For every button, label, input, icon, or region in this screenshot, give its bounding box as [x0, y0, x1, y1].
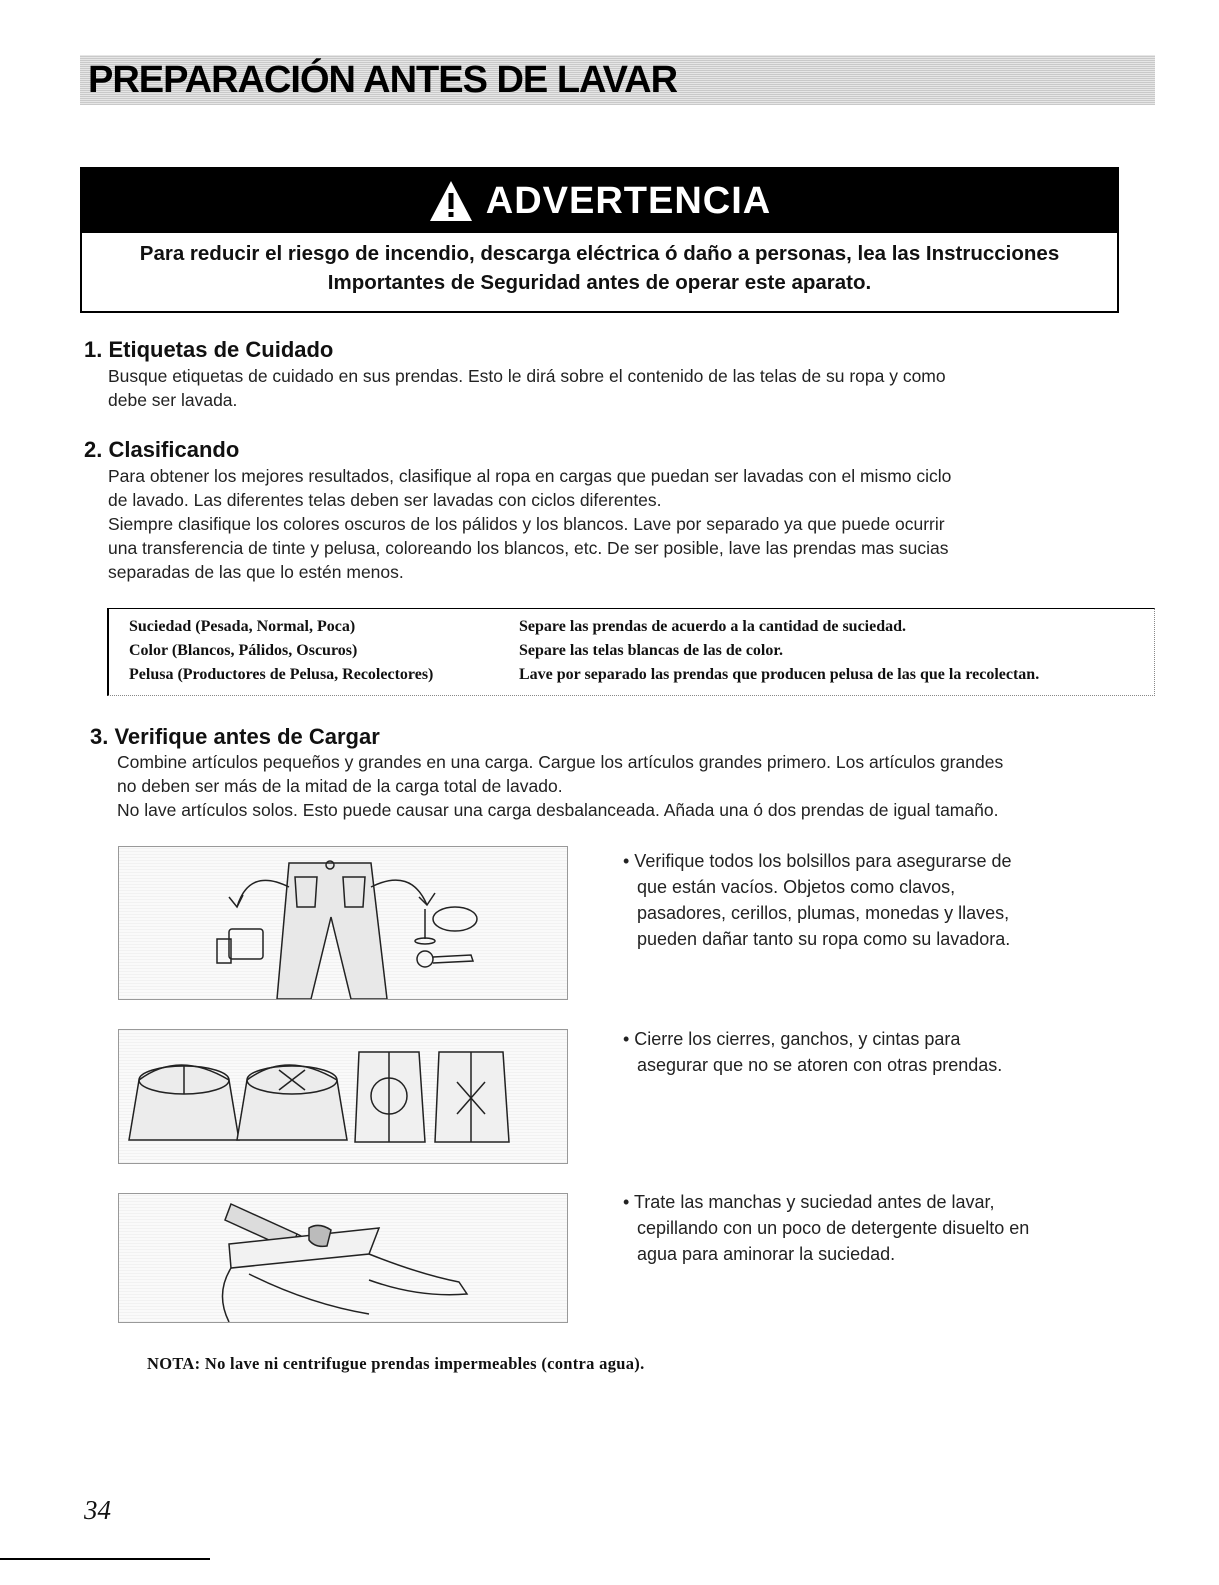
section-heading-sorting: 2. Clasificando: [84, 437, 240, 462]
text-line: pueden dañar tanto su ropa como su lavadora.: [637, 929, 1011, 949]
text-line: Para obtener los mejores resultados, clasifique al ropa en cargas que puedan ser lavadas con el mismo ciclo: [108, 466, 952, 486]
illustration-empty-pockets: [118, 846, 568, 1000]
text-line: agua para aminorar la suciedad.: [637, 1244, 896, 1264]
warning-text: [82, 239, 1117, 297]
illustration-close-zippers: [118, 1029, 568, 1164]
bullet-stains: [623, 1189, 1073, 1267]
text-line: • Verifique todos los bolsillos para asegurarse de: [623, 851, 1012, 871]
text-line: Combine artículos pequeños y grandes en una carga. Cargue los artículos grandes primero. Los artículos grandes: [117, 752, 1004, 772]
text-line: No lave artículos solos. Esto puede causar una carga desbalanceada. Añada una ó dos prendas de igual tamaño.: [117, 800, 999, 820]
footer-rule: [0, 1558, 210, 1560]
text-line: asegurar que no se atoren con otras prendas.: [637, 1055, 1003, 1075]
text-line: cepillando con un poco de detergente disuelto en: [637, 1218, 1030, 1238]
warning-title: ADVERTENCIA: [485, 179, 772, 222]
table-cell-instruction: Separe las prendas de acuerdo a la cantidad de suciedad.: [519, 618, 907, 635]
text-line: no deben ser más de la mitad de la carga total de lavado.: [117, 776, 563, 796]
note-text: NOTA: No lave ni centrifugue prendas impermeables (contra agua).: [147, 1354, 645, 1373]
warning-header: [82, 169, 1117, 233]
text-line: • Cierre los cierres, ganchos, y cintas para: [623, 1029, 961, 1049]
section-heading-care-labels: 1. Etiquetas de Cuidado: [84, 337, 334, 362]
text-line: pasadores, cerillos, plumas, monedas y llaves,: [637, 903, 1010, 923]
table-cell-category: Suciedad (Pesada, Normal, Poca): [129, 618, 356, 635]
warning-line-2: Importantes de Seguridad antes de operar este aparato.: [327, 271, 872, 294]
text-line: • Trate las manchas y suciedad antes de lavar,: [623, 1192, 995, 1212]
bullet-zippers: [623, 1026, 1073, 1078]
page-number: 34: [84, 1495, 111, 1525]
table-cell-instruction: Separe las telas blancas de las de color.: [519, 642, 784, 659]
text-line: debe ser lavada.: [108, 390, 238, 410]
page-title: PREPARACIÓN ANTES DE LAVAR: [88, 59, 678, 101]
table-row: [109, 642, 1154, 664]
sorting-table: [107, 608, 1155, 696]
warning-line-1: Para reducir el riesgo de incendio, descarga eléctrica ó daño a personas, lea las Instrucciones: [139, 242, 1060, 265]
text-line: de lavado. Las diferentes telas deben ser lavadas con ciclos diferentes.: [108, 490, 662, 510]
bullet-pockets: [623, 848, 1073, 952]
text-line: que están vacíos. Objetos como clavos,: [637, 877, 956, 897]
table-cell-category: Color (Blancos, Pálidos, Oscuros): [129, 642, 358, 659]
section-text-check-before-loading: [117, 750, 1003, 822]
table-row: [109, 666, 1154, 688]
table-cell-instruction: Lave por separado las prendas que producen pelusa de las que la recolectan.: [519, 666, 1040, 683]
table-cell-category: Pelusa (Productores de Pelusa, Recolectores): [129, 666, 434, 683]
text-line: Busque etiquetas de cuidado en sus prendas. Esto le dirá sobre el contenido de las telas de su ropa y como: [108, 366, 946, 386]
table-row: [109, 618, 1154, 640]
section-text-care-labels: [108, 364, 946, 412]
warning-box: [80, 167, 1119, 313]
section-heading-check-before-loading: 3. Verifique antes de Cargar: [90, 724, 380, 749]
text-line: una transferencia de tinte y pelusa, coloreando los blancos, etc. De ser posible, lave las prendas mas sucias: [108, 538, 949, 558]
text-line: Siempre clasifique los colores oscuros de los pálidos y los blancos. Lave por separado ya que puede ocurrir: [108, 514, 945, 534]
section-text-sorting: [108, 464, 951, 584]
warning-triangle-icon: [428, 178, 474, 224]
text-line: separadas de las que lo estén menos.: [108, 562, 404, 582]
illustration-treat-stains: [118, 1193, 568, 1323]
